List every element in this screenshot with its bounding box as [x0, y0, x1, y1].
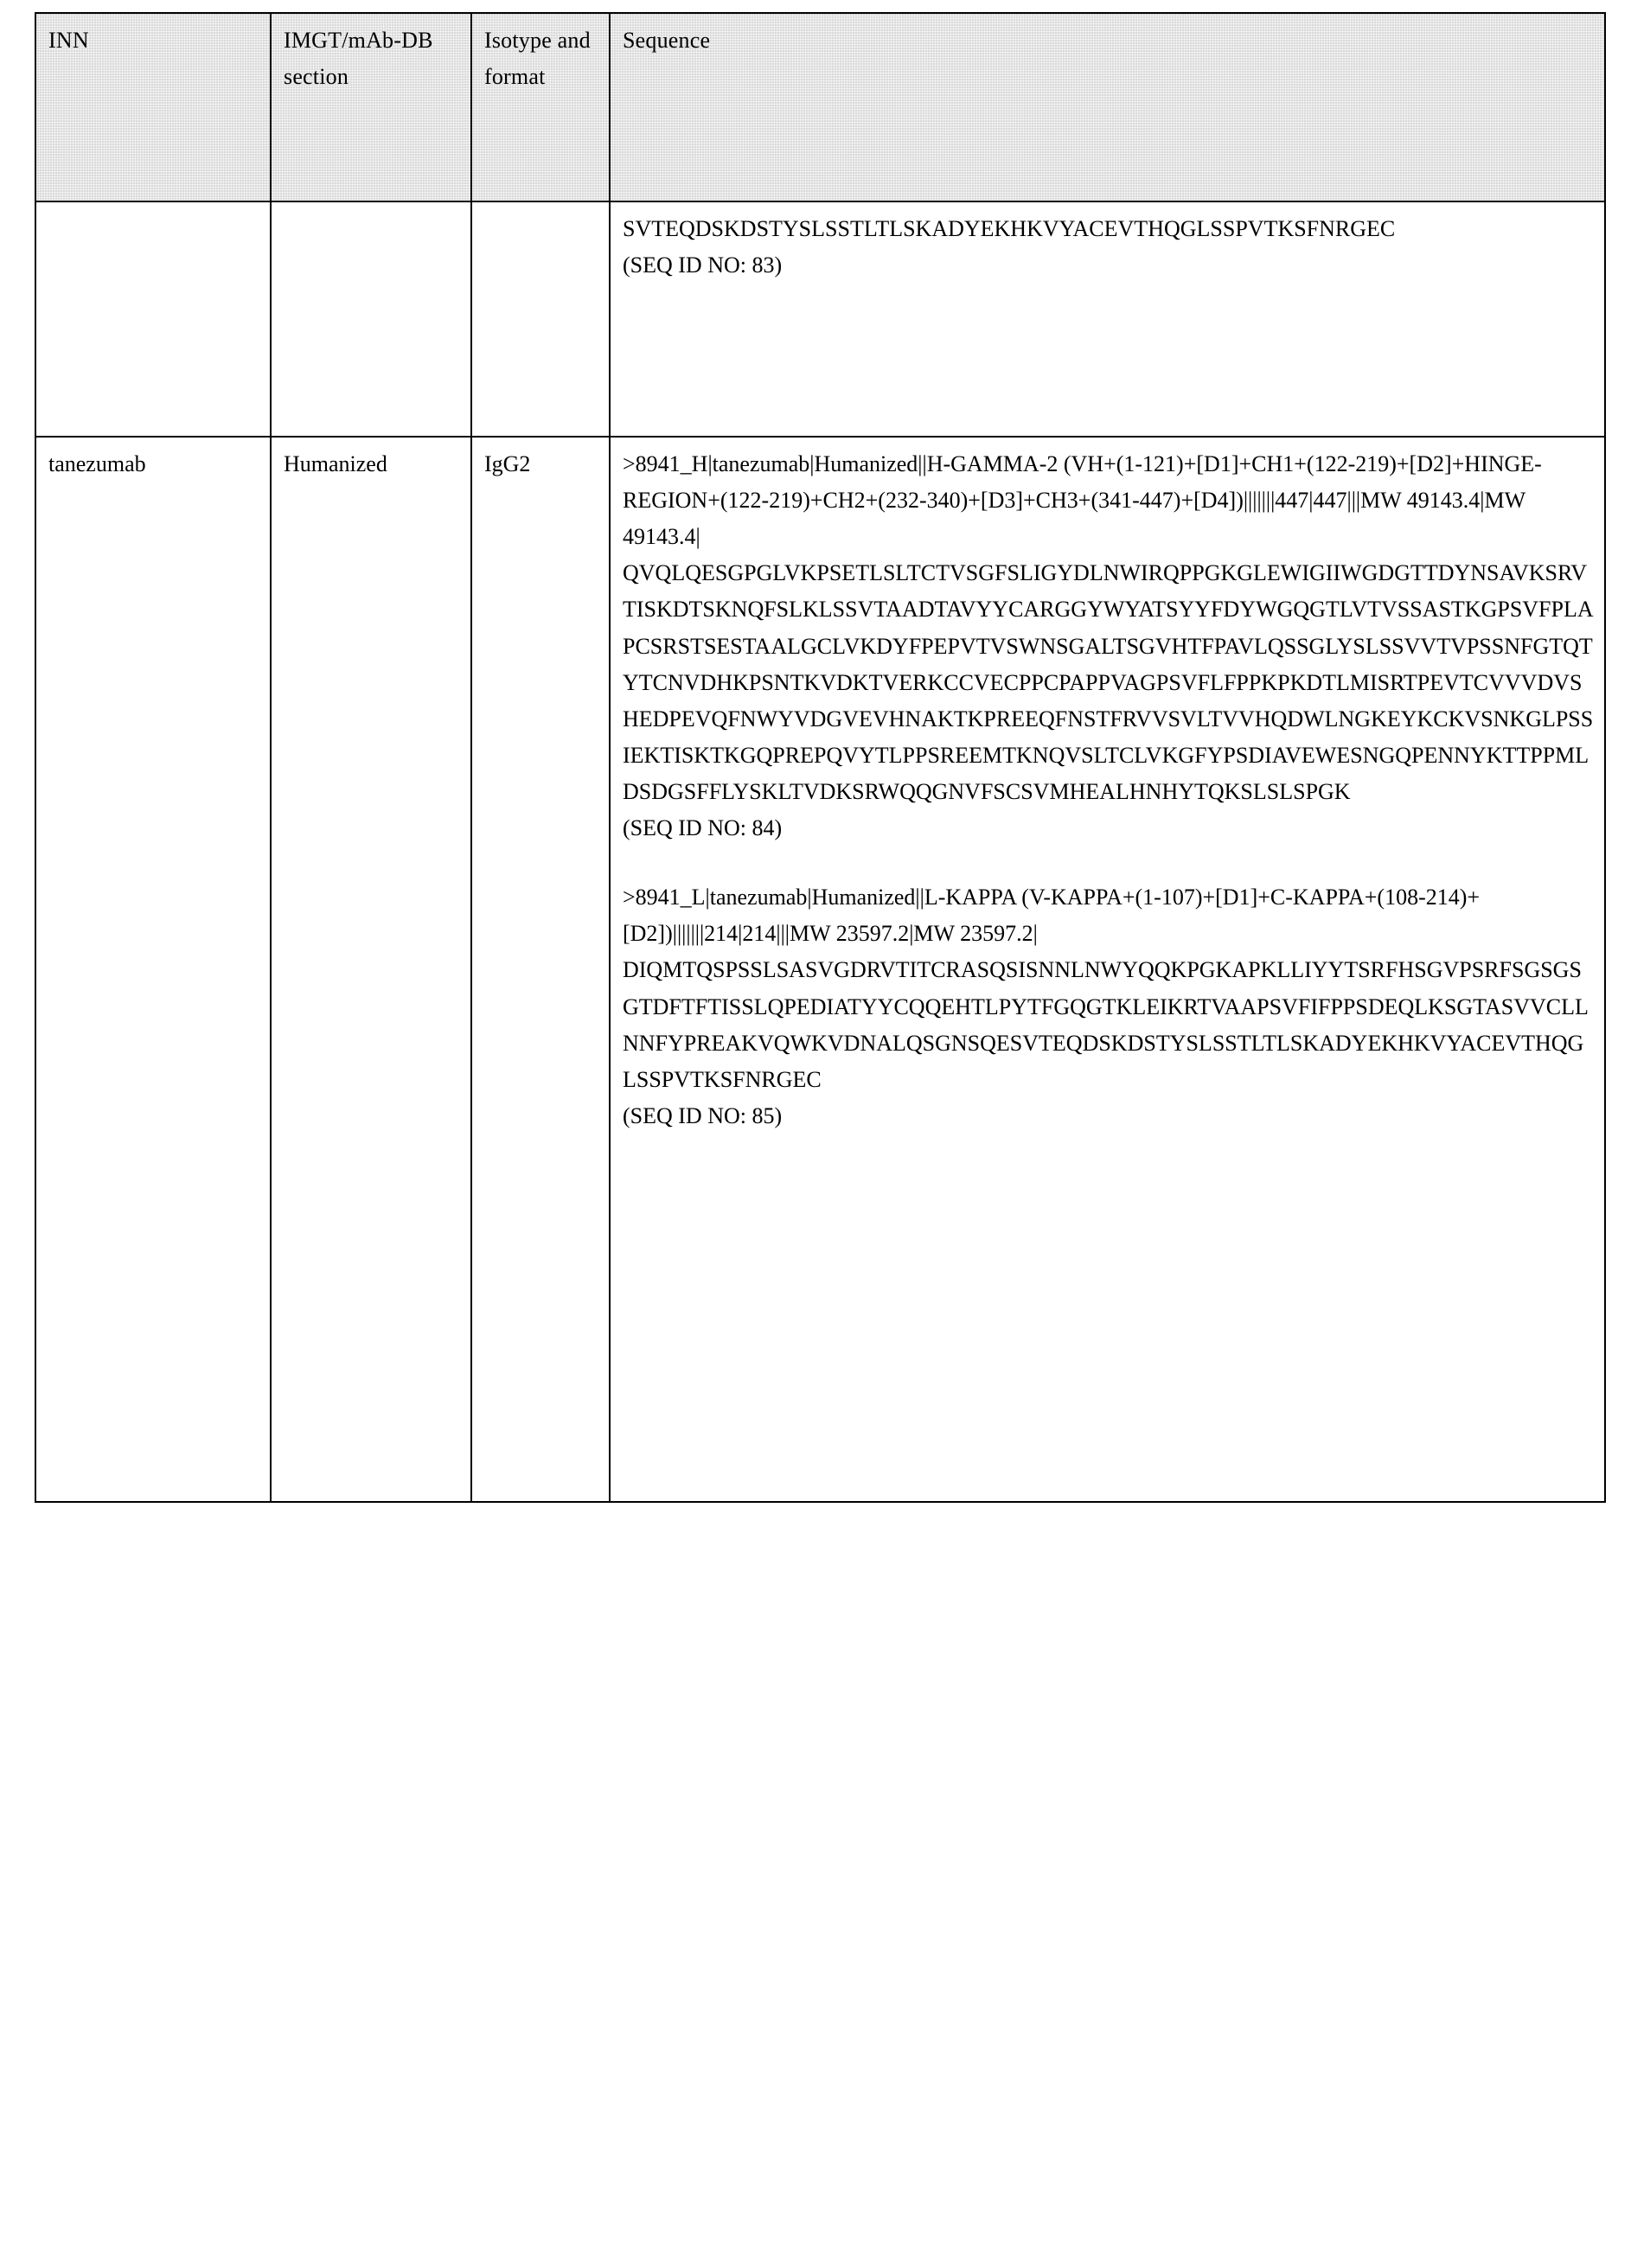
table-body: [35, 201, 1605, 1502]
cell-inn-text: [48, 211, 259, 220]
cell-isotype: [471, 437, 610, 1502]
sequence-block-separator: [623, 847, 1594, 879]
cell-section: [271, 201, 471, 437]
sequence-block-heavy-chain: >8941_H|tanezumab|Humanized||H-GAMMA-2 (VH+(1-121)+[D1]+CH1+(122-219)+[D2]+HINGE-REGION+(122-219)+CH2+(232-340)+[D3]+CH3+(341-447)+[D4])|||||||447|447|||MW 49143.4|MW 49143.4| QVQLQESGPGLVKPSETLSLTCTVSGFSLIGYDLNWIRQPPGKGLEWIGIIWGDGTTDYNSAVKSRVTISKDTSKNQFSLKLSSVTAADTAVYYCARGGYWYATSYYFDYWGQGTLVTVSSASTKGPSVFPLAPCSRSTSESTAALGCLVKDYFPEPVTVSWNSGALTSGVHTFPAVLQSSGLYSLSSVVTVPSSNFGTQTYTCNVDHKPSNTKVDKTVERKCCVECPPCPAPPVAGPSVFLFPPKPKDTLMISRTPEVTCVVVDVSHEDPEVQFNWYVDGVEVHNAKTKPREEQFNSTFRVVSVLTVVHQDWLNGKEYKCKVSNKGLPSSIEKTISKTKGQPREPQVYTLPPSREEMTKNQVSLTCLVKGFYPSDIAVEWESNGQPENNYKTTPPMLDSDGSFFLYSKLTVDKSRWQQGNVFSCSVMHEALHNHYTQKSLSLSPGK (SEQ ID NO: 84): [623, 451, 1594, 841]
column-header-isotype: Isotype and format: [471, 13, 610, 201]
column-header-sequence: Sequence: [610, 13, 1605, 201]
column-header-section: IMGT/mAb-DB section: [271, 13, 471, 201]
cell-inn: [35, 201, 271, 437]
cell-isotype-text: IgG2: [484, 451, 531, 476]
cell-sequence: [610, 201, 1605, 437]
cell-isotype-text: [484, 211, 598, 220]
table-header-row: [35, 13, 1605, 201]
cell-sequence: [610, 437, 1605, 1502]
column-header-inn: INN: [35, 13, 271, 201]
cell-section-text: [284, 211, 460, 220]
table-row: [35, 437, 1605, 1502]
sequence-block-light-chain: >8941_L|tanezumab|Humanized||L-KAPPA (V-KAPPA+(1-107)+[D1]+C-KAPPA+(108-214)+[D2])|||||||214|214|||MW 23597.2|MW 23597.2| DIQMTQSPSSLSASVGDRVTITCRASQSISNNLNWYQQKPGKAPKLLIYYTSRFHSGVPSRFSGSGSGTDFTFTISSLQPEDIATYYCQQEHTLPYTFGQGTKLEIKRTVAAPSVFIFPPSDEQLKSGTASVVCLLNNFYPREAKVQWKVDNALQSGNSQESVTEQDSKDSTYSLSSTLTLSKADYEKHKVYACEVTHQGLSSPVTKSFNRGEC (SEQ ID NO: 85): [623, 885, 1589, 1128]
cell-section: [271, 437, 471, 1502]
table-row: [35, 201, 1605, 437]
sequence-block: SVTEQDSKDSTYSLSSTLTLSKADYEKHKVYACEVTHQGLSSPVTKSFNRGEC (SEQ ID NO: 83): [623, 216, 1396, 278]
cell-inn: [35, 437, 271, 1502]
cell-inn-text: tanezumab: [48, 451, 146, 476]
sequence-table: [35, 12, 1606, 1503]
table-header: [35, 13, 1605, 201]
cell-section-text: Humanized: [284, 451, 387, 476]
cell-isotype: [471, 201, 610, 437]
